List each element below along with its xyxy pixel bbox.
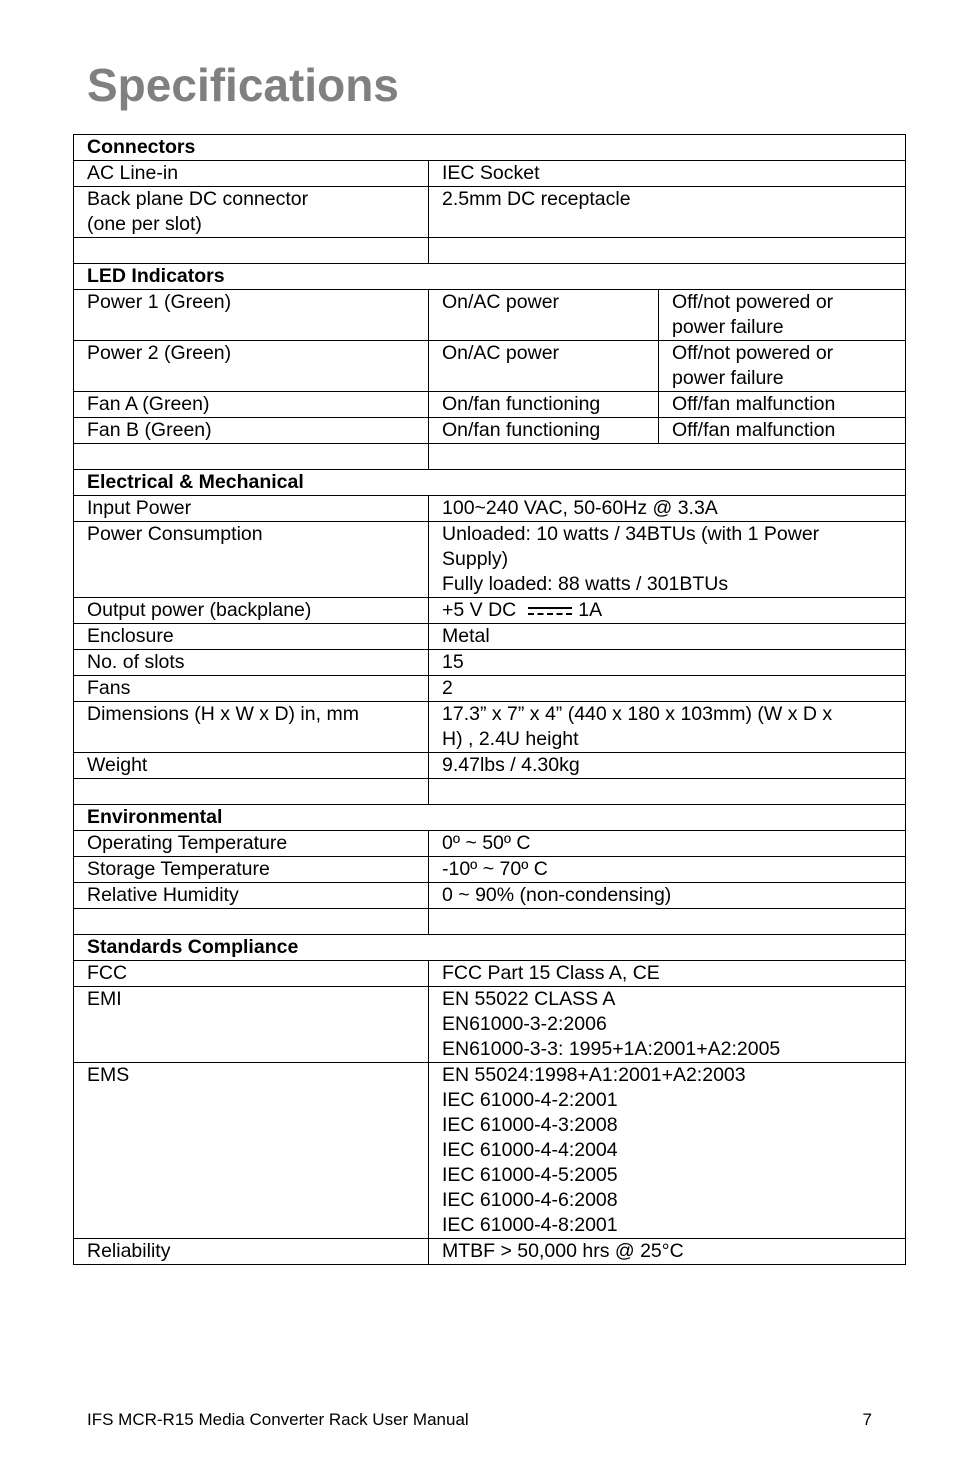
table-row: [74, 857, 906, 883]
spec-label: AC Line-in: [74, 161, 429, 187]
spec-label: No. of slots: [74, 650, 429, 676]
spec-label: Relative Humidity: [74, 883, 429, 909]
section-header-row: [74, 470, 906, 496]
table-row: [74, 650, 906, 676]
spec-label: EMS: [74, 1063, 429, 1239]
table-row: [74, 961, 906, 987]
table-row: [74, 624, 906, 650]
table-row: [74, 496, 906, 522]
led-on-state: On/AC power: [429, 290, 659, 341]
spec-value: 2: [429, 676, 906, 702]
spacer-row: [74, 444, 906, 470]
led-on-state: On/fan functioning: [429, 392, 659, 418]
table-row: [74, 753, 906, 779]
table-row: [74, 702, 906, 753]
spec-label: Input Power: [74, 496, 429, 522]
table-row: [74, 341, 906, 392]
spec-label: Reliability: [74, 1239, 429, 1265]
empty-cell: [74, 238, 429, 264]
spacer-row: [74, 909, 906, 935]
table-row: [74, 598, 906, 624]
value-suffix: 1A: [578, 599, 603, 621]
led-off-state: Off/fan malfunction: [659, 418, 906, 444]
specifications-table: [73, 134, 906, 1265]
table-row: [74, 676, 906, 702]
table-row: [74, 831, 906, 857]
spacer-row: [74, 238, 906, 264]
spec-label: Output power (backplane): [74, 598, 429, 624]
table-row: [74, 1063, 906, 1239]
empty-cell: [74, 779, 429, 805]
empty-cell: [74, 444, 429, 470]
spec-label: Fans: [74, 676, 429, 702]
spec-value: EN 55022 CLASS A EN61000-3-2:2006 EN61000-3-3: 1995+1A:2001+A2:2005: [429, 987, 906, 1063]
table-row: [74, 1239, 906, 1265]
section-heading-environmental: Environmental: [74, 805, 906, 831]
spec-label: Power 1 (Green): [74, 290, 429, 341]
table-row: [74, 392, 906, 418]
section-heading-led-indicators: LED Indicators: [74, 264, 906, 290]
spec-value: 9.47lbs / 4.30kg: [429, 753, 906, 779]
empty-cell: [74, 909, 429, 935]
spec-value: 17.3” x 7” x 4” (440 x 180 x 103mm) (W x D x H) , 2.4U height: [429, 702, 906, 753]
spacer-row: [74, 779, 906, 805]
spec-label: Operating Temperature: [74, 831, 429, 857]
spec-value: 15: [429, 650, 906, 676]
spec-label: Enclosure: [74, 624, 429, 650]
table-row: [74, 418, 906, 444]
section-header-row: [74, 805, 906, 831]
table-row: [74, 883, 906, 909]
section-heading-connectors: Connectors: [74, 135, 906, 161]
section-heading-standards-compliance: Standards Compliance: [74, 935, 906, 961]
table-row: [74, 290, 906, 341]
spec-label: Power Consumption: [74, 522, 429, 598]
spec-value: EN 55024:1998+A1:2001+A2:2003 IEC 61000-4-2:2001 IEC 61000-4-3:2008 IEC 61000-4-4:2004 IEC 61000-4-5:2005 IEC 61000-4-6:2008 IEC 61000-4-8:2001: [429, 1063, 906, 1239]
section-heading-electrical-mechanical: Electrical & Mechanical: [74, 470, 906, 496]
empty-cell: [429, 779, 906, 805]
led-on-state: On/fan functioning: [429, 418, 659, 444]
spec-label: Back plane DC connector (one per slot): [74, 187, 429, 238]
spec-label: Weight: [74, 753, 429, 779]
table-row: [74, 522, 906, 598]
value-prefix: +5 V DC: [442, 599, 517, 621]
section-header-row: [74, 935, 906, 961]
spec-value: Metal: [429, 624, 906, 650]
spec-value: 2.5mm DC receptacle: [429, 187, 906, 238]
spec-label: Dimensions (H x W x D) in, mm: [74, 702, 429, 753]
led-off-state: Off/not powered or power failure: [659, 290, 906, 341]
spec-value: Unloaded: 10 watts / 34BTUs (with 1 Power Supply) Fully loaded: 88 watts / 301BTUs: [429, 522, 906, 598]
led-off-state: Off/fan malfunction: [659, 392, 906, 418]
spec-value: 0 ~ 90% (non-condensing): [429, 883, 906, 909]
spec-value: MTBF > 50,000 hrs @ 25°C: [429, 1239, 906, 1265]
spec-value: FCC Part 15 Class A, CE: [429, 961, 906, 987]
table-row: [74, 161, 906, 187]
spec-label: Power 2 (Green): [74, 341, 429, 392]
spec-value: [429, 598, 906, 624]
dc-current-icon: [528, 606, 572, 616]
empty-cell: [429, 238, 906, 264]
footer-manual-title: IFS MCR-R15 Media Converter Rack User Manual: [87, 1410, 469, 1429]
spec-value: 0º ~ 50º C: [429, 831, 906, 857]
page-number: 7: [862, 1410, 872, 1429]
spec-label: EMI: [74, 987, 429, 1063]
empty-cell: [429, 909, 906, 935]
section-header-row: [74, 264, 906, 290]
empty-cell: [429, 444, 906, 470]
spec-value: IEC Socket: [429, 161, 906, 187]
led-off-state: Off/not powered or power failure: [659, 341, 906, 392]
spec-value: 100~240 VAC, 50-60Hz @ 3.3A: [429, 496, 906, 522]
table-row: [74, 987, 906, 1063]
spec-label: Storage Temperature: [74, 857, 429, 883]
led-on-state: On/AC power: [429, 341, 659, 392]
table-row: [74, 187, 906, 238]
spec-value: -10º ~ 70º C: [429, 857, 906, 883]
spec-label: Fan A (Green): [74, 392, 429, 418]
spec-label: Fan B (Green): [74, 418, 429, 444]
section-header-row: [74, 135, 906, 161]
page-title: Specifications: [87, 59, 399, 111]
spec-label: FCC: [74, 961, 429, 987]
